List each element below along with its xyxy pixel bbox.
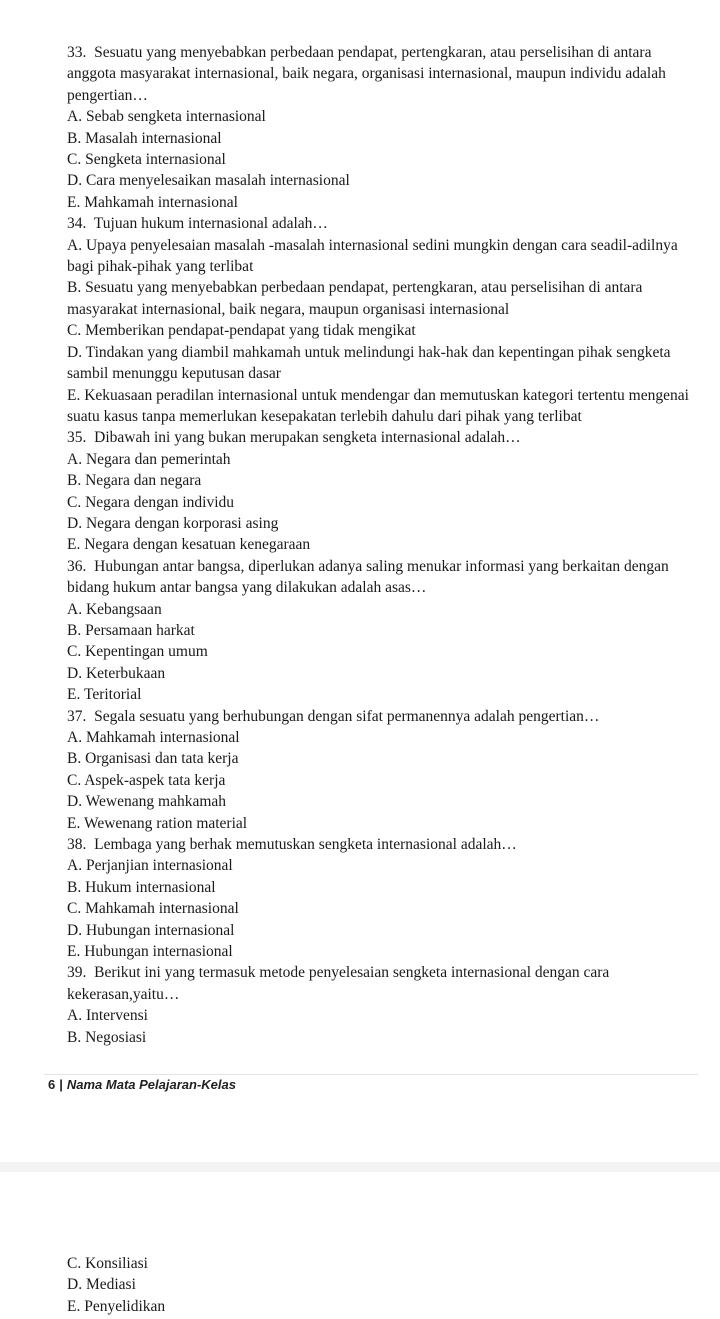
- question-stem: [67, 962, 697, 1005]
- option: D. Negara dengan korporasi asing: [67, 514, 279, 532]
- option: B. Negara dan negara: [67, 472, 202, 490]
- option: E. Negara dengan kesatuan kenegaraan: [67, 536, 311, 554]
- page-footer: [48, 1077, 236, 1092]
- question-35: [67, 427, 697, 555]
- question-39: [67, 962, 697, 1048]
- option: D. Hubungan internasional: [67, 921, 235, 939]
- question-stem: [67, 556, 697, 599]
- option: C. Kepentingan umum: [67, 643, 208, 661]
- footer-divider: [44, 1074, 698, 1075]
- question-number: 36.: [67, 557, 87, 575]
- option: E. Kekuasaan peradilan internasional untuk mendengar dan memutuskan kategori tertentu mengenai suatu kasus tanpa memerlukan kesepakatan terlebih dahulu dari pihak yang terlibat: [67, 386, 689, 425]
- question-stem: [67, 706, 697, 727]
- option: D. Cara menyelesaikan masalah internasional: [67, 172, 350, 190]
- option: C. Sengketa internasional: [67, 151, 226, 169]
- option: E. Penyelidikan: [67, 1297, 166, 1315]
- footer-title: Nama Mata Pelajaran-Kelas: [66, 1077, 236, 1092]
- question-33: [67, 42, 697, 213]
- option: D. Keterbukaan: [67, 664, 166, 682]
- question-number: 33.: [67, 44, 87, 61]
- option: E. Wewenang ration material: [67, 814, 248, 832]
- question-text: Segala sesuatu yang berhubungan dengan sifat permanennya adalah pengertian…: [94, 707, 600, 725]
- option: C. Konsiliasi: [67, 1255, 148, 1272]
- option: C. Negara dengan individu: [67, 493, 235, 511]
- option: B. Hukum internasional: [67, 878, 216, 896]
- question-text: Dibawah ini yang bukan merupakan sengketa internasional adalah…: [94, 429, 521, 447]
- option: A. Upaya penyelesaian masalah -masalah internasional sedini mungkin dengan cara seadil-adilnya bagi pihak-pihak yang terlibat: [67, 236, 678, 276]
- option: C. Mahkamah internasional: [67, 900, 239, 918]
- footer-separator: |: [59, 1077, 63, 1092]
- question-stem: [67, 427, 697, 448]
- page-break: [0, 1162, 720, 1172]
- option: A. Sebab sengketa internasional: [67, 108, 266, 126]
- option: B. Negosiasi: [67, 1028, 147, 1046]
- question-number: 38.: [67, 836, 87, 854]
- question-stem: [67, 834, 697, 855]
- question-34: [67, 213, 697, 427]
- footer-page-number: 6: [48, 1077, 56, 1092]
- question-number: 39.: [67, 964, 87, 982]
- question-text: Tujuan hukum internasional adalah…: [93, 215, 328, 233]
- page-2-continued-options: [67, 1253, 697, 1317]
- question-number: 34.: [67, 215, 87, 233]
- question-stem: [67, 213, 697, 234]
- question-number: 37.: [67, 707, 87, 725]
- question-text: Berikut ini yang termasuk metode penyelesaian sengketa internasional dengan cara kekerasan,yaitu…: [67, 964, 610, 1003]
- question-list: [67, 42, 697, 1048]
- question-stem: [67, 42, 697, 106]
- option: B. Sesuatu yang menyebabkan perbedaan pendapat, pertengkaran, atau perselisihan di antara masyarakat internasional, baik negara, maupun organisasi internasional: [67, 279, 643, 318]
- option: A. Mahkamah internasional: [67, 729, 240, 746]
- option: E. Hubungan internasional: [67, 943, 233, 961]
- option: D. Mediasi: [67, 1276, 136, 1294]
- option: A. Negara dan pemerintah: [67, 450, 231, 468]
- option: A. Intervensi: [67, 1007, 148, 1025]
- option: E. Teritorial: [67, 686, 142, 704]
- question-text: Hubungan antar bangsa, diperlukan adanya saling menukar informasi yang berkaitan dengan bidang hukum antar bangsa yang dilakukan adalah asas…: [67, 557, 669, 597]
- question-38: [67, 834, 697, 962]
- question-text: Lembaga yang berhak memutuskan sengketa internasional adalah…: [94, 836, 517, 854]
- option: A. Perjanjian internasional: [67, 857, 233, 875]
- option: B. Persamaan harkat: [67, 621, 195, 639]
- question-text: Sesuatu yang menyebabkan perbedaan pendapat, pertengkaran, atau perselisihan di antara anggota masyarakat internasional, baik negara, organisasi internasional, maupun individu adalah pengertian…: [67, 44, 666, 104]
- option: D. Tindakan yang diambil mahkamah untuk melindungi hak-hak dan kepentingan pihak sengketa sambil menunggu keputusan dasar: [67, 343, 671, 383]
- option: E. Mahkamah internasional: [67, 193, 238, 211]
- option: B. Organisasi dan tata kerja: [67, 750, 239, 768]
- question-36: [67, 556, 697, 706]
- option: D. Wewenang mahkamah: [67, 793, 227, 811]
- question-37: [67, 706, 697, 834]
- option: C. Memberikan pendapat-pendapat yang tidak mengikat: [67, 322, 416, 340]
- option: C. Aspek-aspek tata kerja: [67, 771, 226, 789]
- question-number: 35.: [67, 429, 87, 447]
- option: B. Masalah internasional: [67, 129, 222, 147]
- option: A. Kebangsaan: [67, 600, 162, 618]
